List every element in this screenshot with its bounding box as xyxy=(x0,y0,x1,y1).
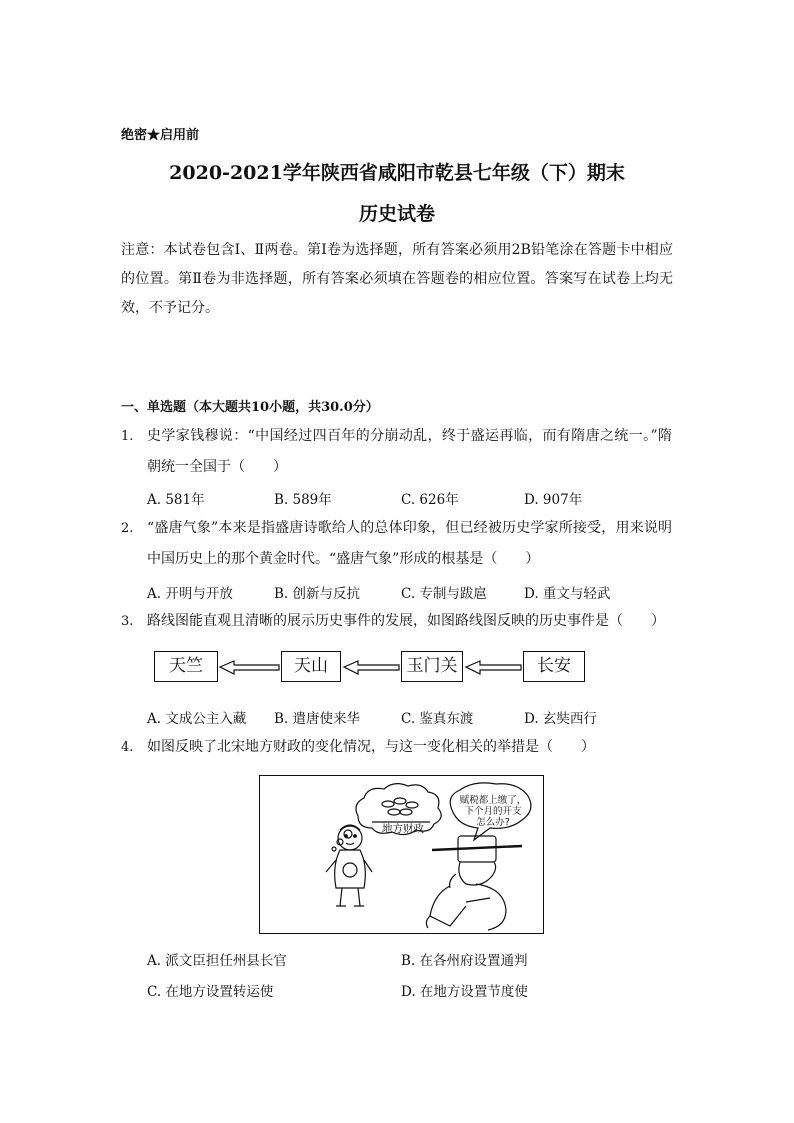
speech-line: 赋税都上缴了， xyxy=(459,795,527,806)
question-text: 路线图能直观且清晰的展示历史事件的发展，如图路线图反映的历史事件是（ ） xyxy=(147,613,665,629)
exam-notice: 注意：本试卷包含Ⅰ、Ⅱ两卷。第Ⅰ卷为选择题，所有答案必须用2B铅笔涂在答题卡中相应的位置。第Ⅱ卷为非选择题，所有答案必须填在答题卷的相应位置。答案写在试卷上均无效，不予记分。 xyxy=(121,242,673,316)
section-heading: 一、单选题（本大题共10小题，共30.0分） xyxy=(121,400,379,415)
option-a: A. 文成公主入藏 xyxy=(147,711,247,727)
option-c: C. 在地方设置转运使 xyxy=(147,984,274,1000)
option-a: A. 开明与开放 xyxy=(147,586,233,602)
option-d: D. 在地方设置节度使 xyxy=(401,984,528,1000)
option-d: D. 重文与轻武 xyxy=(524,586,611,602)
cartoon-speech xyxy=(456,795,530,828)
option-d: D. 907年 xyxy=(524,492,583,508)
option-b: B. 在各州府设置通判 xyxy=(401,953,528,969)
route-arrows xyxy=(154,651,586,686)
option-c: C. 626年 xyxy=(401,492,459,508)
question-number: 1. xyxy=(121,429,134,444)
route-diagram xyxy=(154,651,586,686)
question-number: 4. xyxy=(121,740,134,755)
left-arrow-icon xyxy=(344,661,399,674)
option-d: D. 玄奘西行 xyxy=(524,711,597,727)
cartoon-cloud-label: 地方财政 xyxy=(382,823,424,835)
question-text: “盛唐气象”本来是指盛唐诗歌给人的总体印象，但已经被历史学家所接受，用来说明中国历史上的那个黄金时代。“盛唐气象”形成的根基是（ ） xyxy=(147,520,672,567)
route-node-yumenguan: 玉门关 xyxy=(401,651,463,682)
option-a: A. 派文臣担任州县长官 xyxy=(147,953,287,969)
secret-mark: 绝密★启用前 xyxy=(121,128,200,143)
option-b: B. 589年 xyxy=(274,492,332,508)
question-text: 史学家钱穆说：“中国经过四百年的分崩动乱，终于盛运再临，而有隋唐之统一。”隋朝统一全国于（ ） xyxy=(147,428,672,475)
exam-title: 2020-2021学年陕西省咸阳市乾县七年级（下）期末 xyxy=(169,162,625,184)
question-number: 3. xyxy=(121,614,134,629)
option-b: B. 遣唐使来华 xyxy=(274,711,361,727)
speech-line: 下个月的开支 xyxy=(464,806,522,817)
cartoon-image xyxy=(259,775,544,934)
route-node-changan: 长安 xyxy=(523,651,585,682)
left-arrow-icon xyxy=(466,661,521,674)
route-node-tianzhu: 天竺 xyxy=(154,651,218,682)
question-number: 2. xyxy=(121,521,134,536)
left-arrow-icon xyxy=(220,661,279,674)
option-b: B. 创新与反抗 xyxy=(274,586,361,602)
exam-subtitle: 历史试卷 xyxy=(358,203,435,225)
route-node-tianshan: 天山 xyxy=(281,651,341,682)
option-c: C. 鉴真东渡 xyxy=(401,711,474,727)
option-a: A. 581年 xyxy=(147,492,205,508)
option-c: C. 专制与跋扈 xyxy=(401,586,487,602)
question-text: 如图反映了北宋地方财政的变化情况，与这一变化相关的举措是（ ） xyxy=(147,739,595,755)
speech-line: 怎么办? xyxy=(476,817,510,828)
